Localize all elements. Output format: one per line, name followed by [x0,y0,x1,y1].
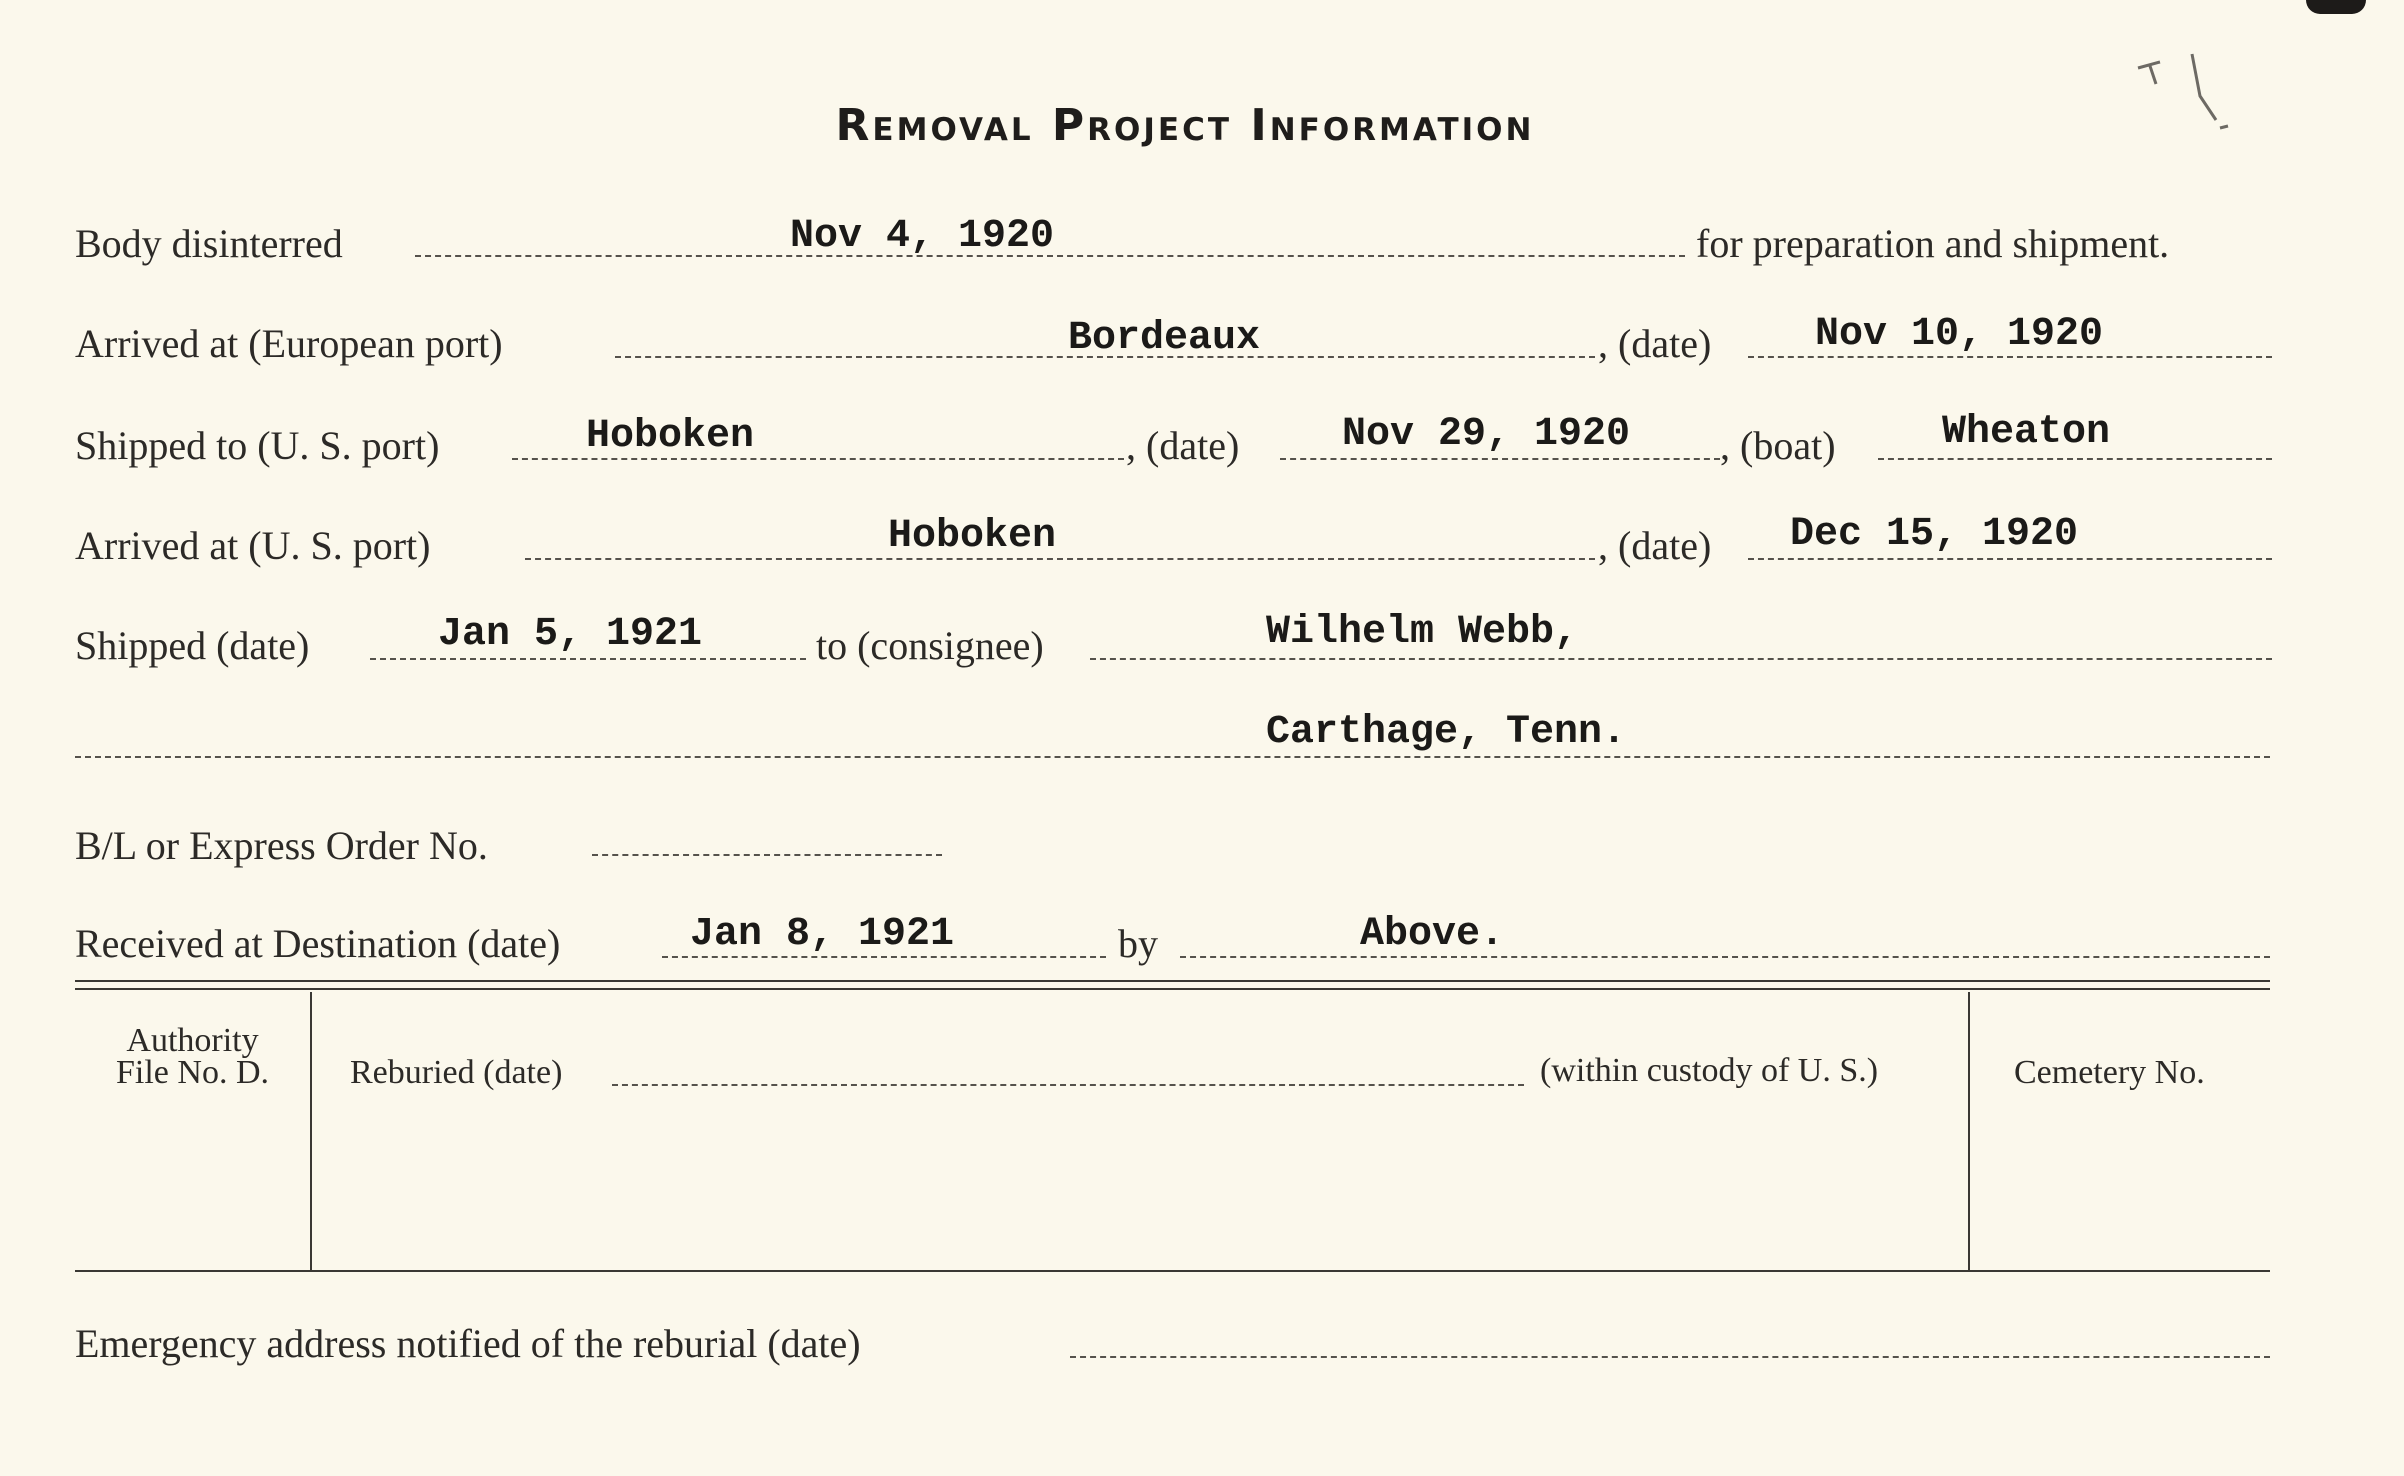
body-disinterred-suffix: for preparation and shipment. [1696,221,2170,266]
arrived-us-date-label: , (date) [1598,523,1712,568]
arrived-us-label: Arrived at (U. S. port) [75,523,431,568]
body-disinterred-label: Body disinterred [75,221,343,266]
consignee-address-line [75,756,2270,758]
bl-order-label: B/L or Express Order No. [75,823,488,868]
arrived-us-date-value: Dec 15, 1920 [1790,512,2079,557]
bl-order-line [592,854,942,856]
shipped-us-date-value: Nov 29, 1920 [1342,412,1631,457]
column-divider-right [1968,992,1970,1270]
arrived-us-value: Hoboken [888,514,1057,559]
shipped-date-line [370,658,806,660]
authority-label: Authority [126,1022,259,1059]
shipped-us-date-label: , (date) [1126,423,1240,468]
consignee-label: to (consignee) [816,623,1044,668]
section-rule-top [75,980,2270,982]
section-rule-bottom-box [75,1270,2270,1272]
received-label: Received at Destination (date) [75,921,561,966]
ink-blot [2306,0,2366,14]
received-by-label: by [1118,921,1158,966]
arrived-us-line [525,558,1595,560]
shipped-us-date-line [1280,458,1720,460]
body-disinterred-value: Nov 4, 1920 [790,214,1055,259]
received-by-value: Above. [1360,912,1505,957]
shipped-us-boat-line [1878,458,2272,460]
shipped-date-value: Jan 5, 1921 [438,612,703,657]
arrived-european-value: Bordeaux [1068,316,1261,361]
section-rule-bottom [75,988,2270,990]
arrived-european-date-label: , (date) [1598,321,1712,366]
shipped-us-label: Shipped to (U. S. port) [75,423,440,468]
consignee-value: Wilhelm Webb, [1266,610,1579,655]
shipped-us-value: Hoboken [586,414,755,459]
emergency-label: Emergency address notified of the reburial (date) [75,1321,861,1366]
reburied-line [612,1084,1524,1086]
emergency-line [1070,1356,2270,1358]
shipped-us-boat-label: , (boat) [1720,423,1836,468]
reburied-label: Reburied (date) [350,1054,563,1091]
shipped-date-label: Shipped (date) [75,623,310,668]
consignee-line [1090,658,2272,660]
file-no-label: File No. D. [116,1054,269,1091]
page-title: Removal Project Information [835,100,1535,151]
column-divider-left [310,992,312,1270]
received-by-line [1180,956,2270,958]
cemetery-label: Cemetery No. [2014,1054,2205,1091]
consignee-address-value: Carthage, Tenn. [1266,710,1627,755]
custody-label: (within custody of U. S.) [1540,1052,1879,1089]
shipped-us-boat-value: Wheaton [1942,410,2111,455]
arrived-european-label: Arrived at (European port) [75,321,503,366]
arrived-european-date-value: Nov 10, 1920 [1815,312,2104,357]
received-date-value: Jan 8, 1921 [690,912,955,957]
arrived-us-date-line [1748,558,2272,560]
